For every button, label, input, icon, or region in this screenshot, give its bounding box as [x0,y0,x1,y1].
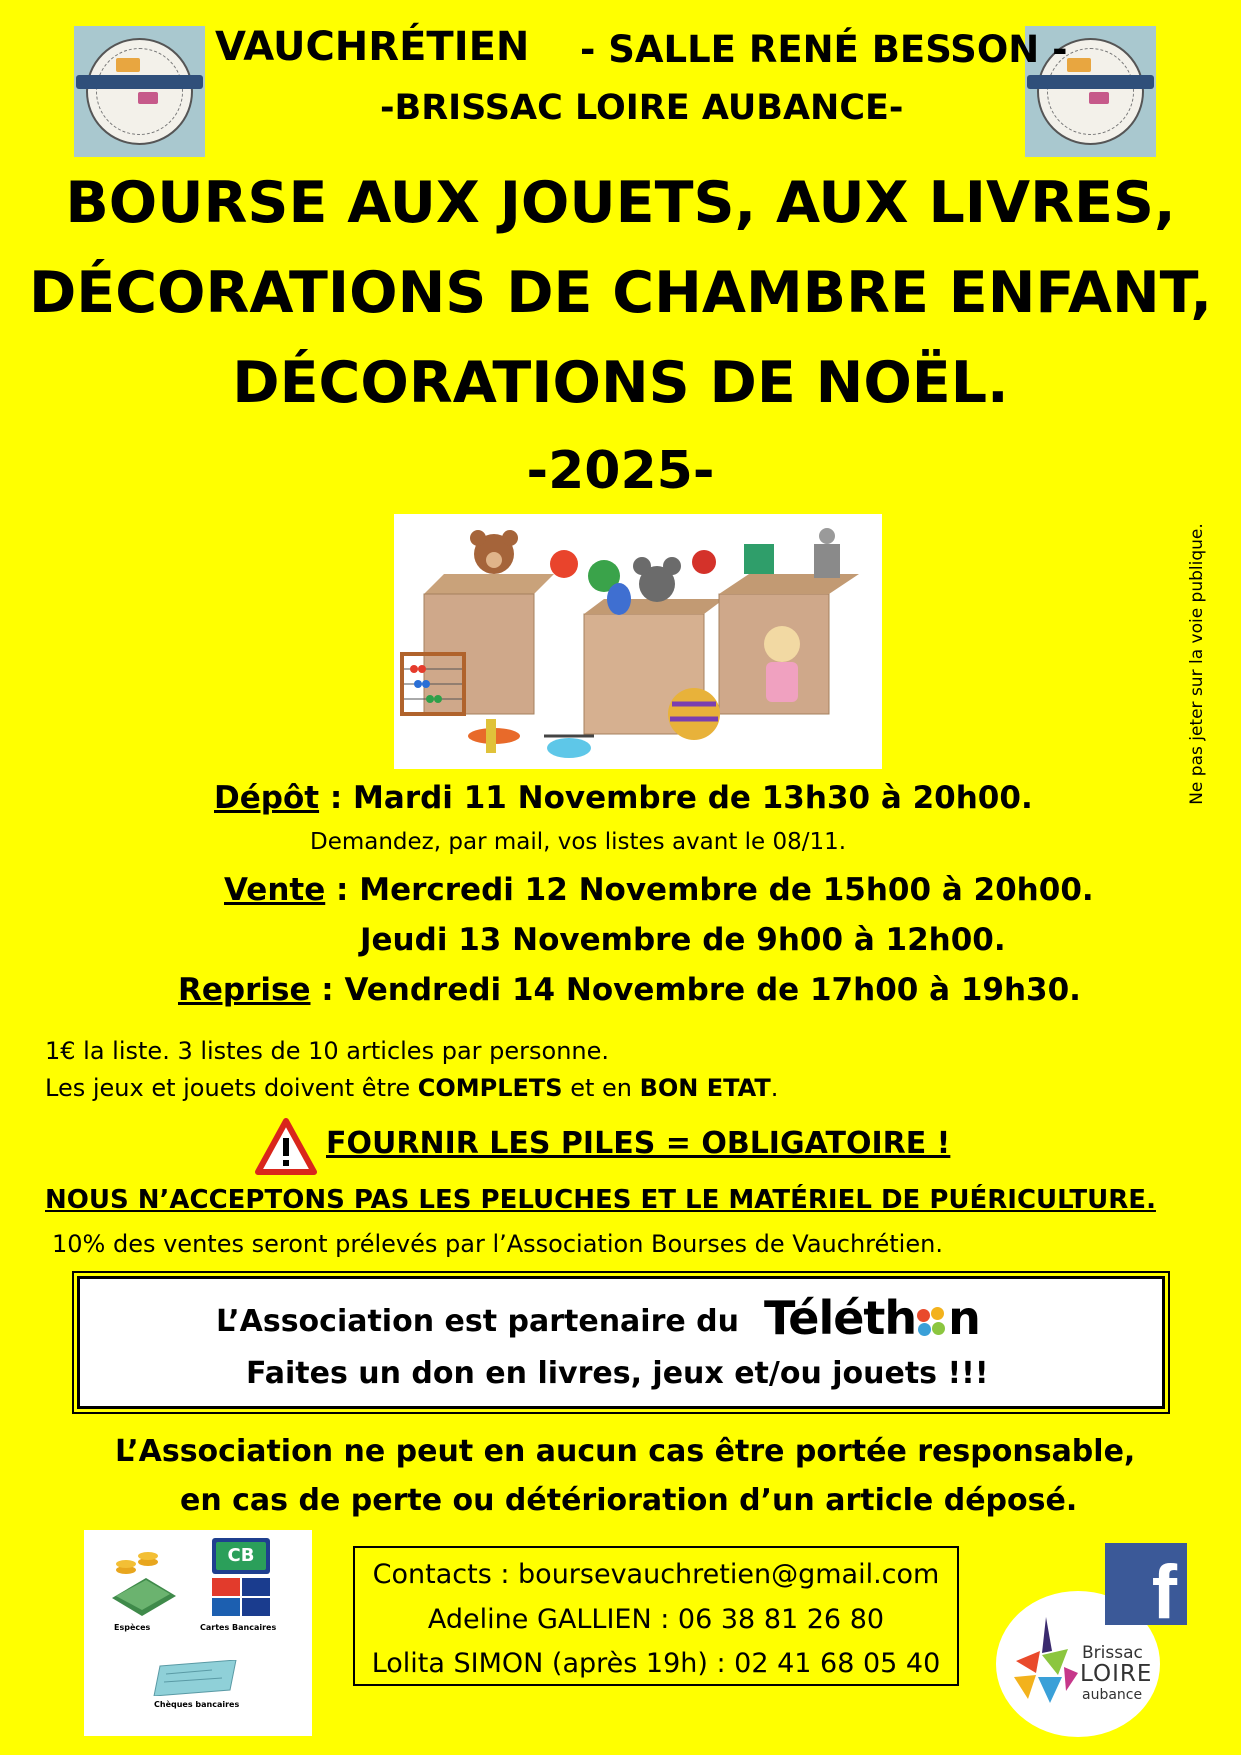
contact-email[interactable]: Contacts : boursevauchretien@gmail.com [372,1559,940,1590]
rules-price: 1€ la liste. 3 listes de 10 articles par personne. [45,1037,610,1065]
rules-condition: Les jeux et jouets doivent être COMPLETS et en BON ETAT. [45,1074,779,1102]
schedule-depot [214,780,1033,816]
commission-note: 10% des ventes seront prélevés par l’Association Bourses de Vauchrétien. [52,1230,943,1258]
payment-methods [84,1530,312,1736]
cheques-label: Chèques bancaires [154,1700,240,1709]
vente-text: : Mercredi 12 Novembre de 15h00 à 20h00. [325,872,1094,908]
telethon-logo: Téléth n [764,1291,980,1345]
contact-adeline: Adeline GALLIEN : 06 38 81 26 80 [427,1604,885,1635]
title-line-2: DÉCORATIONS DE CHAMBRE ENFANT, [28,260,1213,326]
title-line-3: DÉCORATIONS DE NOËL. [232,350,1009,416]
header-town: VAUCHRÉTIEN [215,24,530,70]
depot-text: : Mardi 11 Novembre de 13h30 à 20h00. [319,780,1033,816]
refused-items: NOUS N’ACCEPTONS PAS LES PELUCHES ET LE MATÉRIEL DE PUÉRICULTURE. [45,1185,1156,1215]
contact-lolita: Lolita SIMON (après 19h) : 02 41 68 05 40 [371,1648,941,1679]
depot-label: Dépôt [214,780,320,816]
association-logo-left [74,26,205,157]
telethon-box [77,1276,1165,1409]
vente-text-2: Jeudi 13 Novembre de 9h00 à 12h00. [360,922,1006,958]
title-line-1: BOURSE AUX JOUETS, AUX LIVRES, [65,170,1176,236]
depot-note: Demandez, par mail, vos listes avant le 08/11. [310,829,847,855]
aubance-text: aubance [1082,1687,1143,1703]
schedule-reprise [178,972,1081,1008]
cash-icon [106,1548,178,1618]
vente-label: Vente [224,872,326,908]
reprise-text: : Vendredi 14 Novembre de 17h00 à 19h30. [310,972,1081,1008]
telethon-partner-text: L’Association est partenaire du [216,1304,739,1339]
cash-label: Espèces [114,1623,151,1632]
batteries-required: FOURNIR LES PILES = OBLIGATOIRE ! [326,1126,951,1161]
facebook-icon[interactable]: f [1105,1543,1187,1625]
reprise-label: Reprise [178,972,311,1008]
header-venue: - SALLE RENÉ BESSON - [580,28,1068,71]
side-note: Ne pas jeter sur la voie publique. [1187,523,1207,805]
disclaimer-line-1: L’Association ne peut en aucun cas être portée responsable, [115,1434,1136,1469]
toy-boxes-image [394,514,882,769]
telethon-donation-text: Faites un don en livres, jeux et/ou jouets !!! [246,1356,989,1391]
colorful-leaves-icon [1006,1611,1080,1711]
cards-label: Cartes Bancaires [200,1623,277,1632]
telethon-o-icon [917,1307,947,1337]
contacts-box [353,1546,959,1686]
schedule-vente [224,872,1094,908]
credit-cards-icon: CB [212,1538,270,1620]
brissac-text: Brissac [1082,1643,1143,1663]
disclaimer-line-2: en cas de perte ou détérioration d’un article déposé. [180,1483,1078,1518]
warning-icon [255,1118,317,1176]
header-city: -BRISSAC LOIRE AUBANCE- [380,88,904,128]
title-year: -2025- [526,441,715,501]
loire-text: LOIRE [1080,1661,1153,1687]
cheque-icon [152,1660,238,1696]
